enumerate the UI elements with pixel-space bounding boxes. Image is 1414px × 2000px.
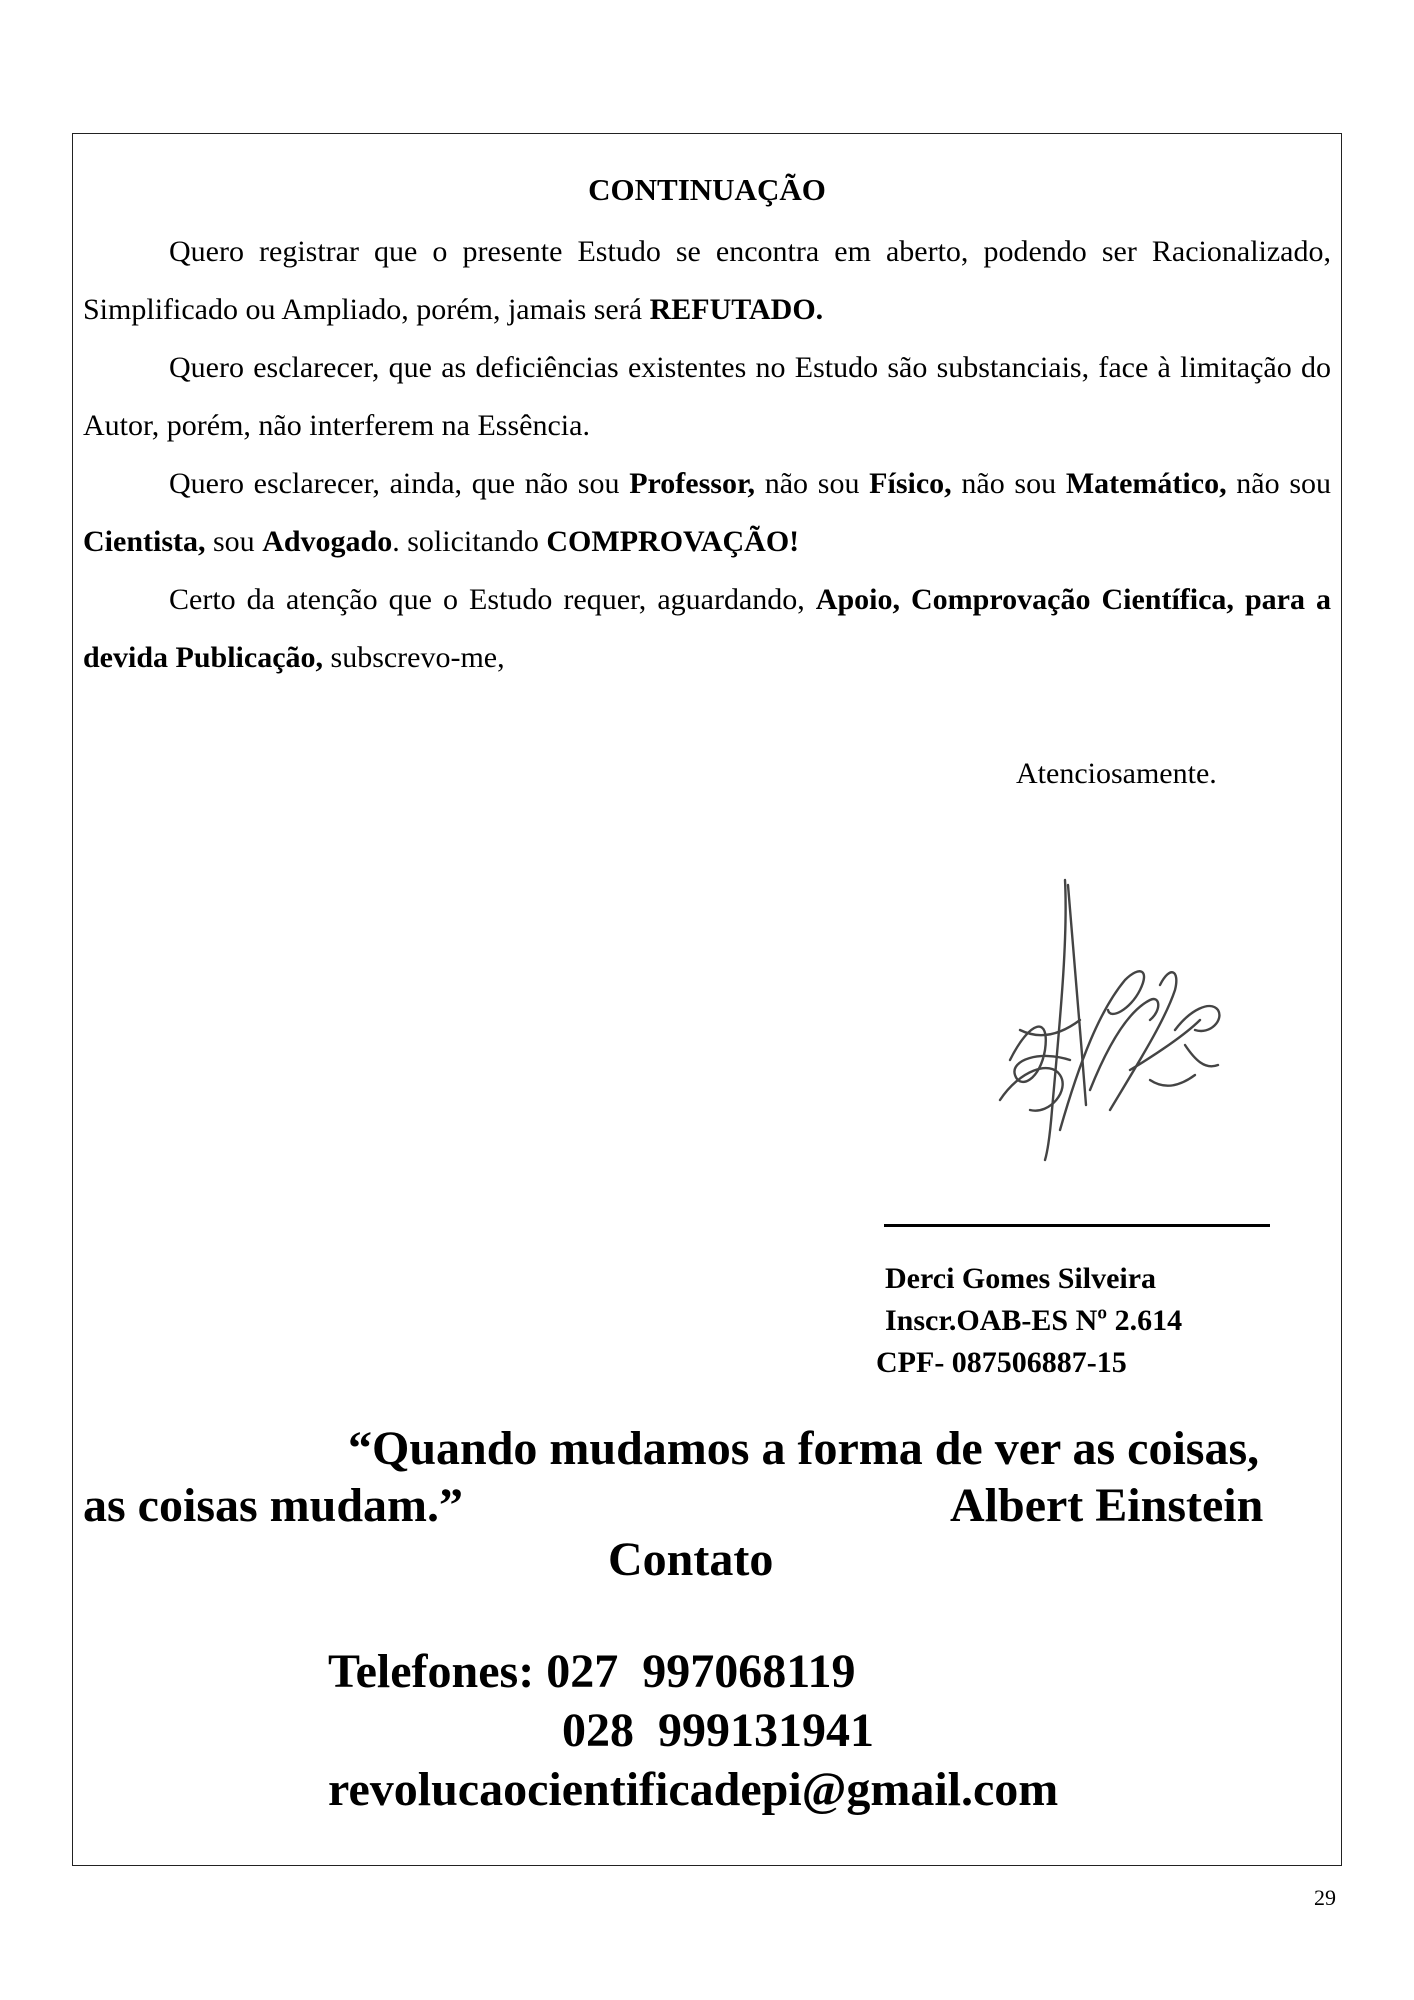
text-run: Quero registrar que o presente Estudo se encontra em aberto, podendo ser Racionalizado, Simplificado ou Ampliado, porém, jamais será [83, 235, 1331, 326]
paragraph [83, 223, 1331, 339]
quote-block [83, 1420, 1303, 1534]
phone-label: Telefones: [328, 1645, 535, 1698]
closing-salutation: Atenciosamente. [1016, 757, 1217, 790]
quote-line-2: as coisas mudam.” [83, 1479, 464, 1532]
bold-text-run: REFUTADO. [649, 293, 824, 326]
bold-text-run: COMPROVAÇÃO! [546, 525, 800, 558]
signer-block [876, 1258, 1183, 1384]
signer-registration: Inscr.OAB-ES Nº 2.614 [885, 1304, 1183, 1337]
bold-text-run: Apoio, Comprovação Científica, para a devida Publicação, [83, 583, 1331, 674]
text-run: sou [205, 525, 263, 558]
phone-row-1 [328, 1642, 1058, 1701]
text-run: não sou [1226, 467, 1331, 500]
text-run: Certo da atenção que o Estudo requer, aguardando, [169, 583, 816, 616]
bold-text-run: Professor, [629, 467, 756, 500]
phone-2: 028 999131941 [562, 1704, 874, 1757]
text-run: subscrevo-me, [323, 641, 505, 674]
text-run: Quero esclarecer, ainda, que não sou [169, 467, 630, 500]
paragraph [83, 455, 1331, 571]
signer-cpf: CPF- 087506887-15 [876, 1346, 1127, 1379]
bold-text-run: Matemático, [1065, 467, 1227, 500]
text-run: não sou [755, 467, 870, 500]
quote-line-1: “Quando mudamos a forma de ver as coisas, [348, 1422, 1260, 1475]
contact-details [328, 1642, 1058, 1819]
phone-1: 027 997068119 [546, 1645, 856, 1698]
handwritten-signature [990, 860, 1230, 1170]
paragraph [83, 339, 1331, 455]
text-run: não sou [951, 467, 1066, 500]
bold-text-run: Cientista, [83, 525, 206, 558]
signer-name: Derci Gomes Silveira [885, 1262, 1157, 1295]
text-run: Quero esclarecer, que as deficiências existentes no Estudo são substanciais, face à limitação do Autor, porém, não interferem na Essência. [83, 351, 1331, 442]
letter-body [83, 223, 1331, 687]
bold-text-run: Advogado [262, 525, 393, 558]
phone-row-2 [328, 1701, 1058, 1760]
paragraph [83, 571, 1331, 687]
contact-title: Contato [608, 1533, 774, 1586]
text-run: . solicitando [392, 525, 547, 558]
bold-text-run: Físico, [869, 467, 952, 500]
quote-author: Albert Einstein [950, 1479, 1264, 1532]
page-number: 29 [1314, 1885, 1336, 1910]
email-address: revolucaocientificadepi@gmail.com [328, 1763, 1059, 1816]
signature-line [884, 1224, 1270, 1227]
section-heading: CONTINUAÇÃO [588, 172, 826, 207]
quote-line-2-row [83, 1477, 1303, 1534]
